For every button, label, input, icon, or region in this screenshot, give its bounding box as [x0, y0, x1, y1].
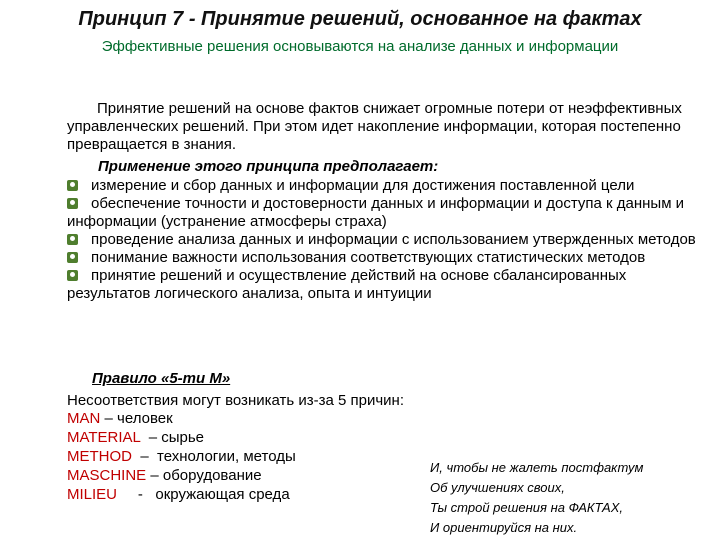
list-item: понимание важности использования соответствующих статистических методов: [67, 249, 707, 267]
rhyme-line: И ориентируйся на них.: [430, 520, 578, 535]
list-item: обеспечение точности и достоверности данных и информации и доступа к данным и информации (устранение атмосферы страха): [67, 195, 685, 230]
checkbox-bullet-icon: [67, 180, 78, 191]
intro-paragraph: Принятие решений на основе фактов снижает огромные потери от неэффективных управленческих решений. При этом идет накопление информации, которая постепенно превращается в знания.: [67, 100, 682, 153]
rhyme-block: [430, 458, 643, 538]
list-item: проведение анализа данных и информации с использованием утвержденных методов: [67, 231, 707, 249]
rhyme-line: Об улучшениях своих,: [430, 480, 565, 495]
checkbox-bullet-icon: [67, 270, 78, 281]
slide-subtitle: Эффективные решения основываются на анализе данных и информации: [101, 38, 619, 55]
checkbox-bullet-icon: [67, 234, 78, 245]
rhyme-line: Ты строй решения на ФАКТАХ,: [430, 500, 623, 515]
cause-item: MILIEU - окружающая среда: [67, 486, 290, 503]
bullet-list: [67, 177, 707, 303]
apply-heading: Применение этого принципа предполагает:: [98, 158, 439, 175]
rule-heading: Правило «5-ти М»: [92, 370, 231, 387]
slide-title: Принцип 7 - Принятие решений, основанное на фактах: [78, 8, 642, 30]
cause-item: METHOD – технологии, методы: [67, 448, 296, 465]
cause-item: MAN – человек: [67, 410, 173, 427]
causes-intro: Несоответствия могут возникать из-за 5 причин:: [67, 392, 404, 409]
checkbox-bullet-icon: [67, 198, 78, 209]
list-item: принятие решений и осуществление действий на основе сбалансированных результатов логического анализа, опыта и интуиции: [67, 267, 627, 302]
rhyme-line: И, чтобы не жалеть постфактум: [430, 460, 644, 475]
cause-item: MATERIAL – сырье: [67, 429, 204, 446]
checkbox-bullet-icon: [67, 252, 78, 263]
cause-item: MASCHINE – оборудование: [67, 467, 262, 484]
list-item: измерение и сбор данных и информации для достижения поставленной цели: [67, 177, 707, 195]
